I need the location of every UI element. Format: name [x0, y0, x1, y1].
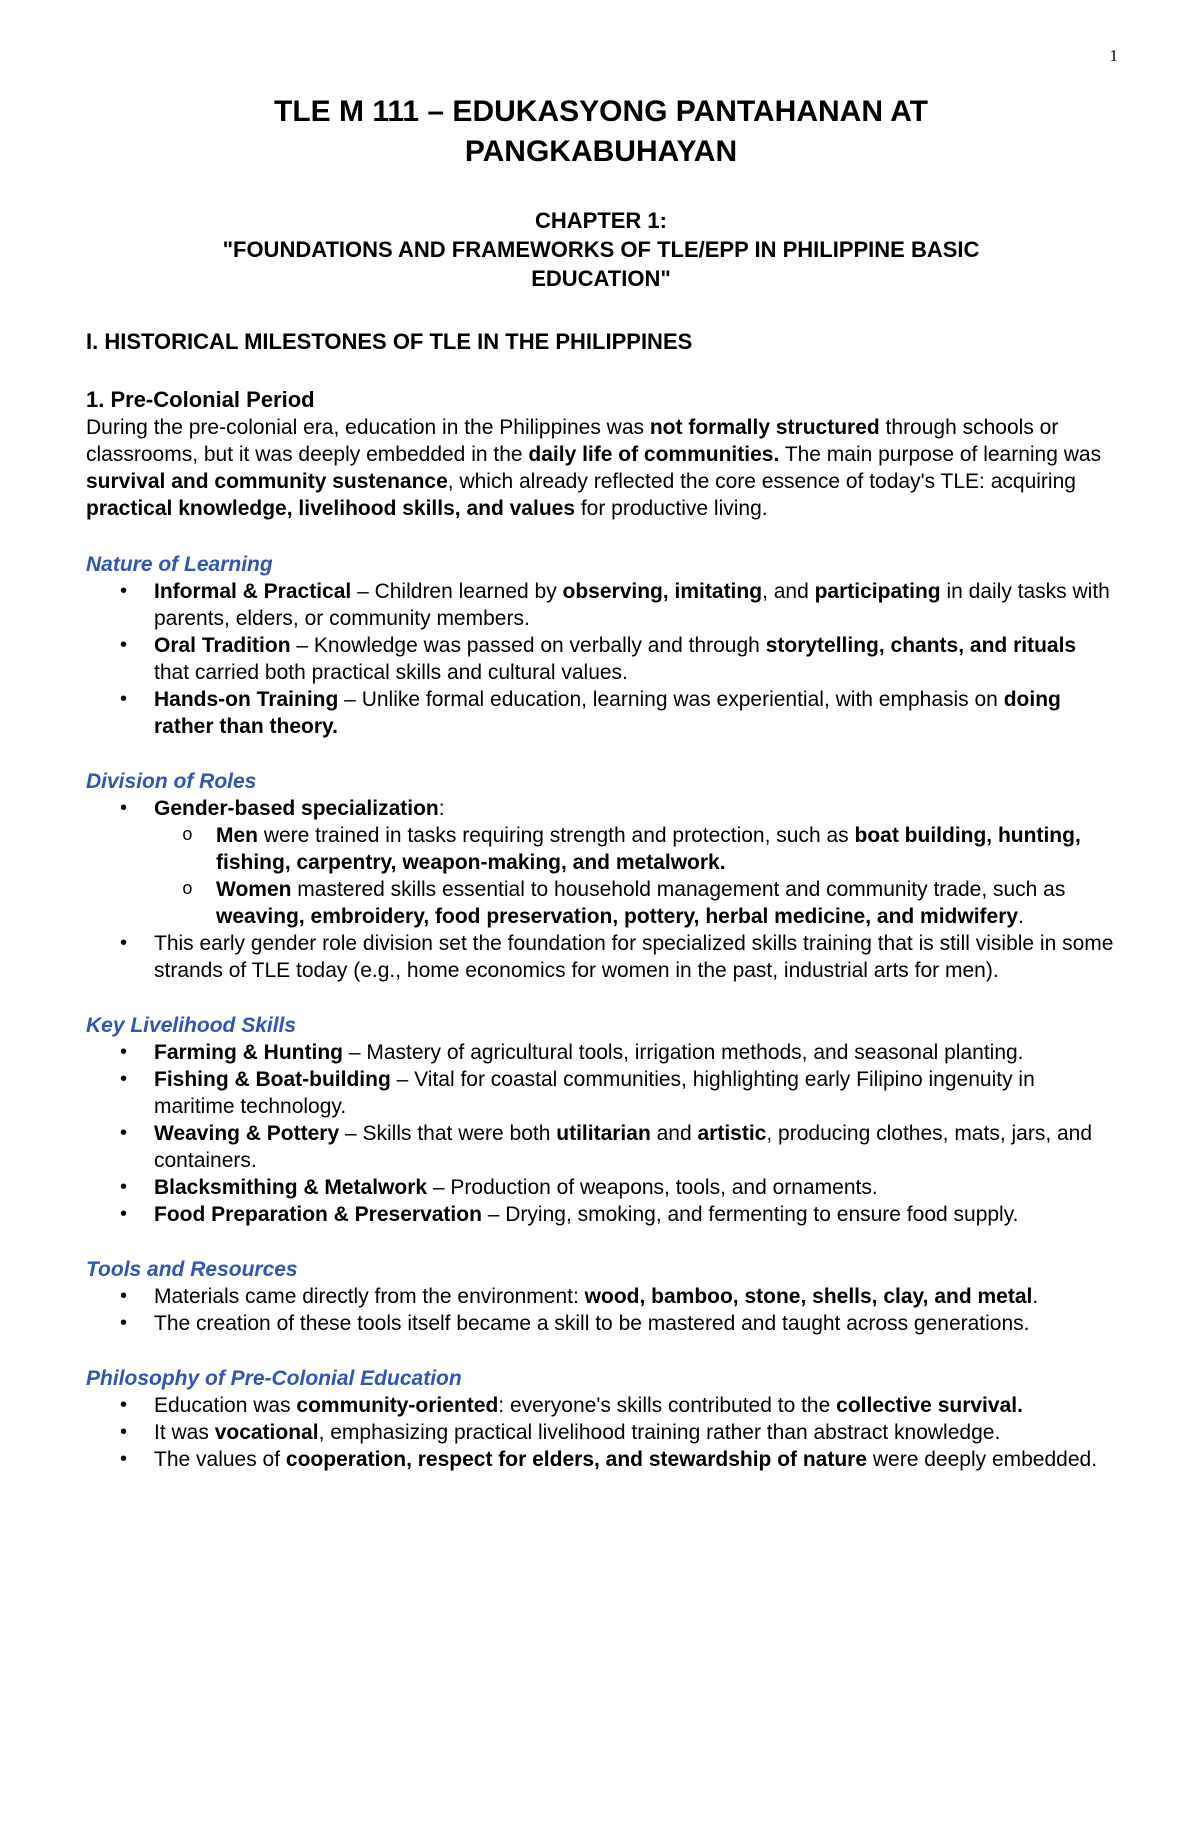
gender-sublist [154, 822, 1116, 930]
bold-text: wood, bamboo, stone, shells, clay, and metal [584, 1285, 1033, 1308]
colon-text: : [438, 797, 445, 820]
document-title [86, 92, 1116, 172]
bold-text: daily life of communities. [528, 443, 780, 466]
item-text [154, 1448, 1097, 1471]
bullet-icon: • [120, 1203, 128, 1225]
chapter-line-3: EDUCATION" [531, 266, 671, 291]
list-item [86, 930, 1116, 984]
philosophy-heading: Philosophy of Pre-Colonial Education [86, 1367, 462, 1390]
bold-text: Fishing & Boat-building [154, 1068, 391, 1091]
text-run: – Mastery of agricultural tools, irrigation methods, and seasonal planting. [342, 1041, 1024, 1064]
page-number: 1 [1109, 46, 1118, 65]
bold-text: Weaving & Pottery [154, 1122, 340, 1145]
key-livelihood-skills-list [86, 1039, 1116, 1228]
bullet-icon: • [120, 1421, 128, 1443]
bullet-icon: • [120, 580, 128, 602]
item-text [154, 634, 1076, 684]
text-run: : everyone's skills contributed to the [498, 1394, 837, 1417]
bold-text: not formally structured [649, 416, 880, 439]
bold-text: weaving, embroidery, food preservation, pottery, herbal medicine, and midwifery [216, 905, 1019, 928]
bold-text: doing rather than theory. [154, 688, 1061, 738]
bullet-icon: • [120, 1176, 128, 1198]
gender-specialization-label: Gender-based specialization [154, 797, 439, 820]
bullet-icon: • [120, 688, 128, 710]
bold-text: Food Preparation & Preservation [154, 1203, 482, 1226]
item-text [154, 1421, 1000, 1444]
bold-text: practical knowledge, livelihood skills, and values [86, 497, 575, 520]
list-item [86, 1310, 1116, 1337]
text-run: – Vital for coastal communities, highlighting early Filipino ingenuity in maritime technology. [154, 1068, 1035, 1118]
list-item [86, 1174, 1116, 1201]
bold-text: artistic [697, 1122, 767, 1145]
list-item [86, 1066, 1116, 1120]
bullet-icon: • [120, 932, 128, 954]
bullet-icon: • [120, 634, 128, 656]
text-run: that carried both practical skills and cultural values. [154, 661, 628, 684]
list-item [86, 1419, 1116, 1446]
key-livelihood-skills-heading: Key Livelihood Skills [86, 1014, 297, 1037]
text-run: – Knowledge was passed on verbally and through [290, 634, 766, 657]
bullet-icon: • [120, 1122, 128, 1144]
document-body [86, 92, 1116, 1501]
text-run: – Drying, smoking, and fermenting to ensure food supply. [481, 1203, 1019, 1226]
bold-text: boat building, hunting, fishing, carpentry, weapon-making, and metalwork. [216, 824, 1081, 874]
bold-text: cooperation, respect for elders, and stewardship of nature [285, 1448, 868, 1471]
text-run: The values of [154, 1448, 286, 1471]
bold-text: Women [216, 878, 292, 901]
list-item [86, 1201, 1116, 1228]
text-run: Materials came directly from the environment: [154, 1285, 585, 1308]
text-run: mastered skills essential to household management and community trade, such as [291, 878, 1066, 901]
text-run: – Children learned by [351, 580, 563, 603]
bold-text: survival and community sustenance [86, 470, 448, 493]
tools-and-resources-list [86, 1283, 1116, 1337]
text-run: in daily tasks with parents, elders, or community members. [154, 580, 1110, 630]
bold-text: Blacksmithing & Metalwork [154, 1176, 428, 1199]
bold-text: observing, imitating [562, 580, 763, 603]
item-text [154, 1122, 1092, 1172]
intro-paragraph [86, 414, 1116, 522]
bold-text: Men [216, 824, 258, 847]
chapter-title [86, 206, 1116, 293]
text-run: During the pre-colonial era, education in the Philippines was [86, 416, 650, 439]
text-run: , emphasizing practical livelihood training rather than abstract knowledge. [318, 1421, 1001, 1444]
bold-text: participating [814, 580, 941, 603]
division-of-roles-list [86, 795, 1116, 984]
list-item [86, 1283, 1116, 1310]
item-text [154, 1068, 1035, 1118]
bold-text: Hands-on Training [154, 688, 339, 711]
text-run: Education was [154, 1394, 297, 1417]
bold-text: Farming & Hunting [154, 1041, 343, 1064]
text-run: The main purpose of learning was [779, 443, 1102, 466]
item-text [154, 1394, 1023, 1417]
bold-text: vocational [214, 1421, 319, 1444]
bullet-icon: • [120, 1394, 128, 1416]
sub-list-item [146, 822, 1116, 876]
text-run: through schools or classrooms, but it was deeply embedded in the [86, 416, 1059, 466]
list-item [86, 1392, 1116, 1419]
chapter-line-1: CHAPTER 1: [534, 208, 667, 233]
list-item [86, 1446, 1116, 1473]
sub-bullet-icon: o [182, 826, 193, 846]
item-text [154, 1203, 1019, 1226]
bullet-icon: • [120, 797, 128, 819]
text-run: – Production of weapons, tools, and ornaments. [427, 1176, 878, 1199]
bullet-icon: • [120, 1448, 128, 1470]
text-run: . [1032, 1285, 1039, 1308]
bullet-icon: • [120, 1068, 128, 1090]
item-text [216, 824, 1081, 874]
item-text [154, 688, 1061, 738]
item-text [154, 580, 1110, 630]
bold-text: Oral Tradition [154, 634, 291, 657]
item-text [154, 1285, 1038, 1308]
item-text [154, 1041, 1024, 1064]
text-run: were trained in tasks requiring strength and protection, such as [258, 824, 855, 847]
bullet-icon: • [120, 1312, 128, 1334]
bullet-icon: • [120, 1041, 128, 1063]
bold-text: community-oriented [296, 1394, 499, 1417]
text-run: , and [762, 580, 815, 603]
item-text [216, 878, 1065, 928]
bold-text: utilitarian [556, 1122, 651, 1145]
list-item [86, 632, 1116, 686]
list-item [86, 1039, 1116, 1066]
text-run: , producing clothes, mats, jars, and containers. [154, 1122, 1093, 1172]
list-item [86, 795, 1116, 930]
sub-bullet-icon: o [182, 880, 193, 900]
bullet-icon: • [120, 1285, 128, 1307]
bold-text: Informal & Practical [154, 580, 352, 603]
item-text [154, 1312, 1030, 1335]
philosophy-list [86, 1392, 1116, 1473]
nature-of-learning-heading: Nature of Learning [86, 553, 273, 576]
text-run: The creation of these tools itself became a skill to be mastered and taught across generations. [154, 1312, 1030, 1335]
bold-text: collective survival. [836, 1394, 1023, 1417]
text-run: were deeply embedded. [867, 1448, 1098, 1471]
division-of-roles-heading: Division of Roles [86, 770, 257, 793]
list-item [86, 686, 1116, 740]
list-item [86, 578, 1116, 632]
title-line-2: PANGKABUHAYAN [464, 135, 738, 168]
text-run: and [650, 1122, 698, 1145]
item-text [154, 1176, 878, 1199]
text-run: for productive living. [575, 497, 768, 520]
text-run: – Unlike formal education, learning was experiential, with emphasis on [338, 688, 1004, 711]
nature-of-learning-list [86, 578, 1116, 740]
text-run: – Skills that were both [339, 1122, 557, 1145]
text-run: It was [154, 1421, 215, 1444]
sub-list-item [146, 876, 1116, 930]
tools-and-resources-heading: Tools and Resources [86, 1258, 298, 1281]
chapter-line-2: "FOUNDATIONS AND FRAMEWORKS OF TLE/EPP IN PHILIPPINE BASIC [222, 237, 980, 262]
text-run: , which already reflected the core essence of today's TLE: acquiring [447, 470, 1076, 493]
gender-role-note: This early gender role division set the foundation for specialized skills training that is still visible in some strands of TLE today (e.g., home economics for women in the past, industrial arts for men). [154, 932, 1114, 982]
bold-text: storytelling, chants, and rituals [765, 634, 1077, 657]
section-heading: I. HISTORICAL MILESTONES OF TLE IN THE PHILIPPINES [86, 329, 693, 354]
subsection-heading: 1. Pre-Colonial Period [86, 387, 315, 412]
list-item [86, 1120, 1116, 1174]
text-run: . [1018, 905, 1024, 928]
title-line-1: TLE M 111 – EDUKASYONG PANTAHANAN AT [274, 95, 928, 128]
